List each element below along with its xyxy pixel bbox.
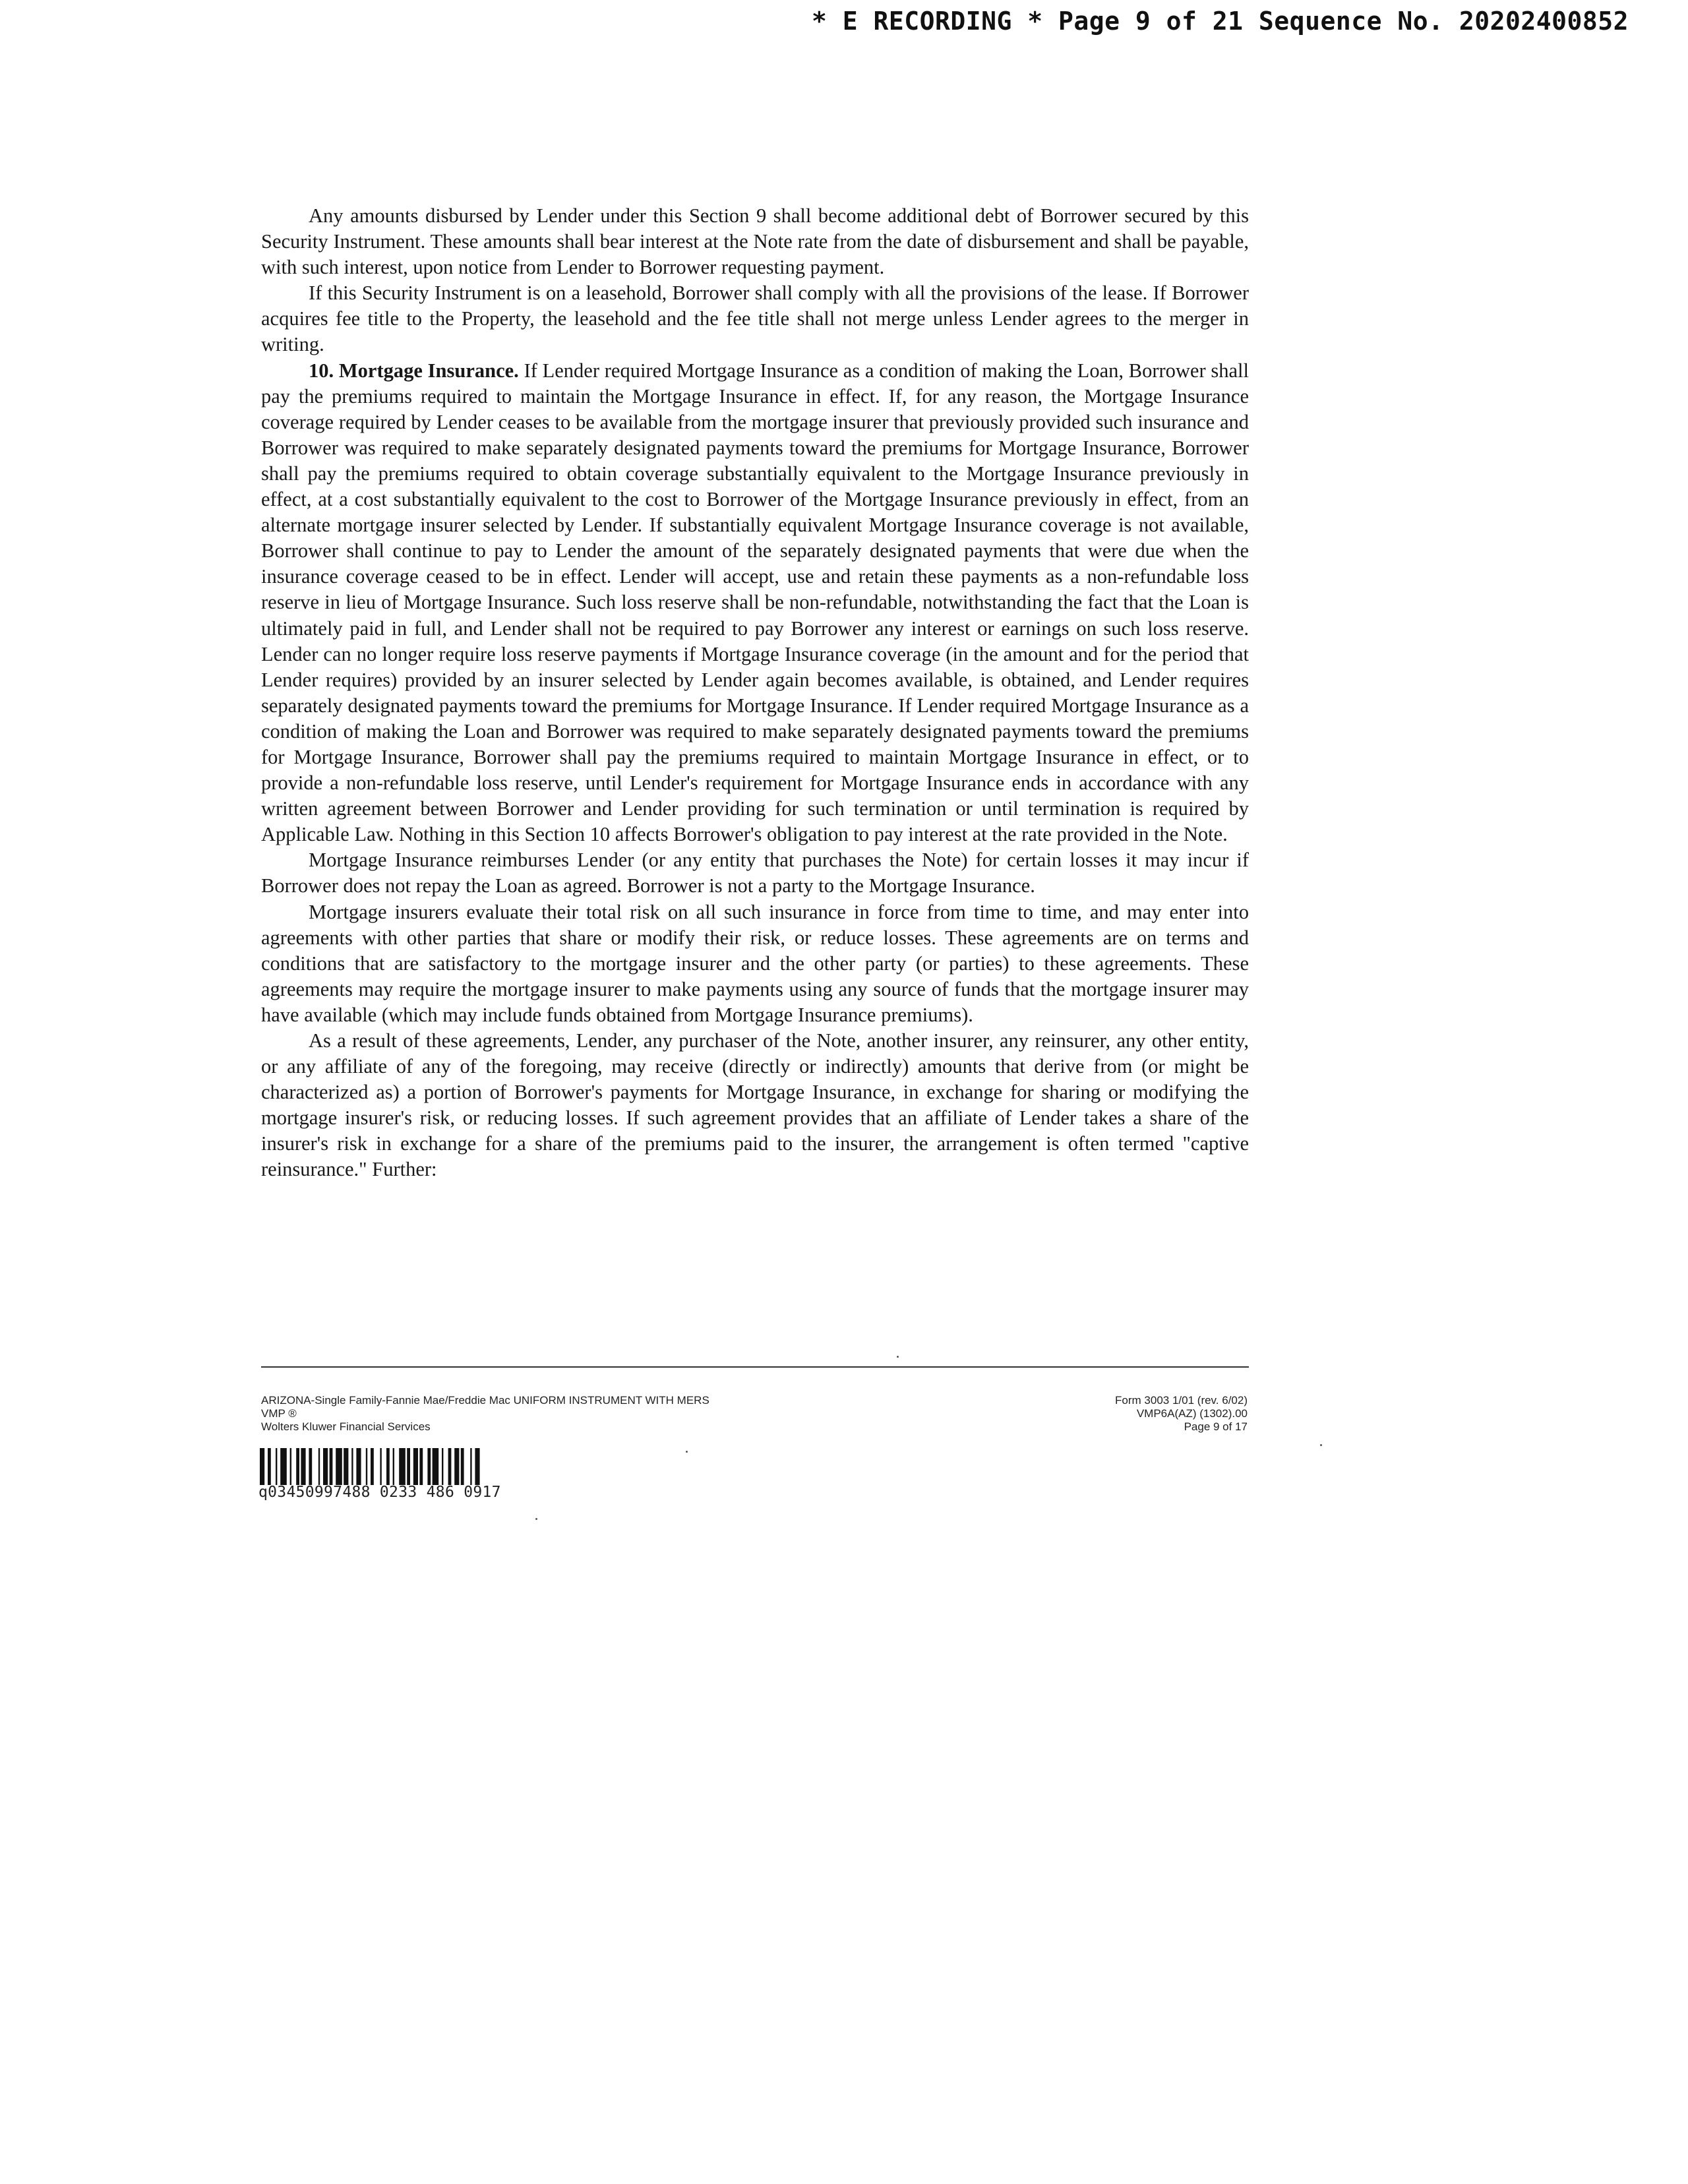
barcode-bar [301, 1448, 305, 1485]
paragraph-mortgage-insurance [261, 358, 1249, 848]
barcode-bar [323, 1448, 328, 1485]
barcode-bar [413, 1448, 418, 1485]
footer-form-info [261, 1394, 709, 1434]
barcode-bar [427, 1448, 431, 1485]
barcode-bar [330, 1448, 333, 1485]
barcode-bar [407, 1448, 410, 1485]
barcode-bar [318, 1448, 320, 1485]
barcode-bar [290, 1448, 291, 1485]
recording-header: * E RECORDING * Page 9 of 21 Sequence No. 20202400852 [811, 7, 1629, 36]
scan-speck [1320, 1444, 1322, 1446]
barcode-bar [461, 1448, 464, 1485]
footer-form-code: Form 3003 1/01 (rev. 6/02) [1115, 1394, 1248, 1407]
barcode-bar [366, 1448, 367, 1485]
barcode-bar [393, 1448, 394, 1485]
barcode-number: q03450997488 0233 486 0917 [258, 1484, 501, 1501]
barcode-bar [399, 1448, 406, 1485]
footer-form-title: ARIZONA-Single Family-Fannie Mae/Freddie Mac UNIFORM INSTRUMENT WITH MERS [261, 1394, 709, 1407]
barcode-bar [419, 1448, 423, 1485]
barcode-bar [296, 1448, 299, 1485]
barcode-bar [386, 1448, 390, 1485]
footer-publisher: Wolters Kluwer Financial Services [261, 1420, 431, 1433]
barcode-bar [475, 1448, 479, 1485]
paragraph-insurers-evaluate: Mortgage insurers evaluate their total risk on all such insurance in force from time to time, and may enter into agreements with other parties that share or modify their risk, or reduce losses. These agreements are on terms and conditions that are satisfactory to the mortgage insurer and the other party (or parties) to these agreements. These agreements may require the mortgage insurer to make payments using any source of funds that the mortgage insurer may have available (which may include funds obtained from Mortgage Insurance premiums). [261, 900, 1249, 1026]
footer-vmp-code: VMP6A(AZ) (1302).00 [1136, 1407, 1248, 1420]
section-heading: 10. Mortgage Insurance. [309, 359, 519, 382]
barcode-bar [280, 1448, 287, 1485]
barcode-bar [454, 1448, 459, 1485]
scan-speck [535, 1518, 537, 1520]
barcode-image [258, 1448, 648, 1485]
barcode-bar [276, 1448, 277, 1485]
barcode-bar [260, 1448, 264, 1485]
barcode-bar [356, 1448, 361, 1485]
footer-divider [261, 1366, 1249, 1368]
paragraph-insurance-reimburses: Mortgage Insurance reimburses Lender (or any entity that purchases the Note) for certain losses it may incur if Borrower does not repay the Loan as agreed. Borrower is not a party to the Mortgage Insurance. [261, 849, 1249, 897]
barcode-bar [433, 1448, 439, 1485]
document-body [261, 203, 1249, 1183]
footer-vmp-mark: VMP ® [261, 1407, 297, 1420]
barcode-bar [371, 1448, 374, 1485]
barcode-bar [268, 1448, 271, 1485]
barcode-bar [351, 1448, 353, 1485]
barcode-bar [442, 1448, 443, 1485]
footer-page-number: Page 9 of 17 [1184, 1420, 1248, 1433]
section-text: If Lender required Mortgage Insurance as a condition of making the Loan, Borrower shall pay the premiums required to maintain the Mortgage Insurance in effect. If, for any reason, the Mortgage Insurance coverage required by Lender ceases to be available from the mortgage insurer that previously provided such insurance and Borrower was required to make separately designated payments toward the premiums for Mortgage Insurance, Borrower shall pay the premiums required to obtain coverage substantially equivalent to the Mortgage Insurance previously in effect, at a cost substantially equivalent to the cost to Borrower of the Mortgage Insurance previously in effect, from an alternate mortgage insurer selected by Lender. If substantially equivalent Mortgage Insurance coverage is not available, Borrower shall continue to pay to Lender the amount of the separately designated payments that were due when the insurance coverage ceased to be in effect. Lender will accept, use and retain these payments as a non-refundable loss reserve in lieu of Mortgage Insurance. Such loss reserve shall be non-refundable, notwithstanding the fact that the Loan is ultimately paid in full, and Lender shall not be required to pay Borrower any interest or earnings on such loss reserve. Lender can no longer require loss reserve payments if Mortgage Insurance coverage (in the amount and for the period that Lender requires) provided by an insurer selected by Lender again becomes available, is obtained, and Lender requires separately designated payments toward the premiums for Mortgage Insurance. If Lender required Mortgage Insurance as a condition of making the Loan and Borrower was required to make separately designated payments toward the premiums for Mortgage Insurance, Borrower shall pay the premiums required to maintain Mortgage Insurance in effect, or to provide a non-refundable loss reserve, until Lender's requirement for Mortgage Insurance ends in accordance with any written agreement between Borrower and Lender providing for such termination or until termination is required by Applicable Law. Nothing in this Section 10 affects Borrower's obligation to pay interest at the rate provided in the Note. [261, 359, 1249, 846]
barcode-bar [470, 1448, 471, 1485]
barcode-bar [380, 1448, 381, 1485]
paragraph-disbursed-amounts: Any amounts disbursed by Lender under this Section 9 shall become additional debt of Borrower secured by this Security Instrument. These amounts shall bear interest at the Note rate from the date of disbursement and shall be payable, with such interest, upon notice from Lender to Borrower requesting payment. [261, 204, 1249, 279]
barcode-bar [309, 1448, 312, 1485]
scan-speck [897, 1356, 899, 1358]
scan-speck [686, 1451, 688, 1453]
paragraph-leasehold: If this Security Instrument is on a leasehold, Borrower shall comply with all the provisions of the lease. If Borrower acquires fee title to the Property, the leasehold and the fee title shall not merge unless Lender agrees to the merger in writing. [261, 282, 1249, 356]
barcode-bar [448, 1448, 452, 1485]
barcode-bar [336, 1448, 342, 1485]
barcode-bar [344, 1448, 348, 1485]
paragraph-agreements-result: As a result of these agreements, Lender, any purchaser of the Note, another insurer, any reinsurer, any other entity, or any affiliate of any of the foregoing, may receive (directly or indirectly) amounts that derive from (or might be characterized as) a portion of Borrower's payments for Mortgage Insurance, in exchange for sharing or modifying the mortgage insurer's risk, or reducing losses. If such agreement provides that an affiliate of Lender takes a share of the insurer's risk in exchange for a share of the premiums paid to the insurer, the arrangement is often termed "captive reinsurance." Further: [261, 1029, 1249, 1181]
footer-form-number [1115, 1394, 1248, 1434]
